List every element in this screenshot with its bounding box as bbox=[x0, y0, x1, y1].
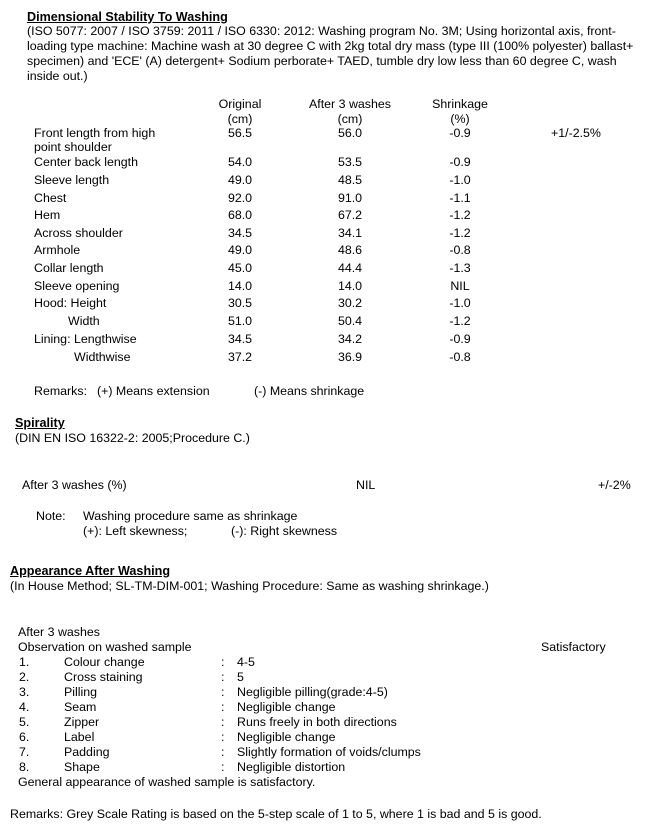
appearance-method: (In House Method; SL-TM-DIM-001; Washing Procedure: Same as washing shrinkage.) bbox=[10, 579, 489, 593]
item-name: Colour change bbox=[64, 655, 145, 669]
row-label: Width bbox=[68, 314, 100, 328]
item-name: Shape bbox=[64, 760, 100, 774]
overall-result: Satisfactory bbox=[541, 640, 606, 654]
item-value: 5 bbox=[237, 670, 244, 684]
item-separator: : bbox=[221, 670, 225, 684]
row-after: 67.2 bbox=[337, 208, 363, 222]
note-label: Note: bbox=[36, 509, 66, 523]
item-value: Negligible pilling(grade:4-5) bbox=[237, 685, 388, 699]
general-appearance: General appearance of washed sample is satisfactory. bbox=[18, 775, 316, 789]
row-original: 68.0 bbox=[227, 208, 253, 222]
row-label: Front length from high bbox=[34, 126, 156, 140]
row-label: Hem bbox=[34, 208, 61, 222]
item-number: 6. bbox=[19, 730, 30, 744]
header-after-washes: After 3 washes bbox=[309, 97, 391, 111]
header-after-unit: (cm) bbox=[337, 112, 363, 126]
item-separator: : bbox=[221, 760, 225, 774]
item-number: 7. bbox=[19, 745, 30, 759]
row-shrinkage: -0.9 bbox=[449, 332, 471, 346]
row-shrinkage: -0.8 bbox=[449, 243, 471, 257]
row-shrinkage: -1.2 bbox=[449, 314, 471, 328]
row-shrinkage: -1.2 bbox=[449, 208, 471, 222]
row-label: Collar length bbox=[34, 261, 104, 275]
row-after: 91.0 bbox=[337, 191, 363, 205]
row-label: Armhole bbox=[34, 243, 81, 257]
header-original: Original bbox=[218, 97, 262, 111]
item-number: 1. bbox=[19, 655, 30, 669]
row-label-continued: point shoulder bbox=[34, 140, 112, 154]
row-after: 30.2 bbox=[337, 296, 363, 310]
tolerance-value: +1/-2.5% bbox=[551, 126, 601, 140]
item-number: 2. bbox=[19, 670, 30, 684]
row-label: Across shoulder bbox=[34, 226, 123, 240]
row-label: Center back length bbox=[34, 155, 139, 169]
row-shrinkage: -0.9 bbox=[449, 155, 471, 169]
dimensional-stability-method: (ISO 5077: 2007 / ISO 3759: 2011 / ISO 6330: 2012: Washing program No. 3M; Using horizontal axis, front-loading type machine: Machine wash at 30 degree C with 2kg total dry mass (type III (100% polyester) ballast+ specimen) and 'ECE' (A) detergent+ Sodium perborate+ TAED, tumble dry low less than 60 degree C, wash inside out.) bbox=[27, 24, 634, 83]
item-number: 5. bbox=[19, 715, 30, 729]
row-after: 50.4 bbox=[337, 314, 363, 328]
row-after: 48.5 bbox=[337, 173, 363, 187]
item-name: Seam bbox=[64, 700, 97, 714]
row-label: Chest bbox=[34, 191, 67, 205]
note-line: Washing procedure same as shrinkage bbox=[83, 509, 298, 523]
note-left-skewness: (+): Left skewness; bbox=[83, 524, 188, 538]
header-shrinkage: Shrinkage bbox=[432, 97, 488, 111]
note-right-skewness: (-): Right skewness bbox=[231, 524, 338, 538]
row-original: 34.5 bbox=[227, 332, 253, 346]
item-separator: : bbox=[221, 715, 225, 729]
item-separator: : bbox=[221, 685, 225, 699]
row-label: Hood: Height bbox=[34, 296, 107, 310]
row-original: 49.0 bbox=[227, 243, 253, 257]
row-after: 36.9 bbox=[337, 350, 363, 364]
item-number: 4. bbox=[19, 700, 30, 714]
row-after: 53.5 bbox=[337, 155, 363, 169]
item-name: Cross staining bbox=[64, 670, 143, 684]
item-value: Runs freely in both directions bbox=[237, 715, 397, 729]
row-label: Sleeve length bbox=[34, 173, 110, 187]
after-washes-label: After 3 washes bbox=[18, 625, 100, 639]
remarks-label: Remarks: bbox=[34, 384, 88, 398]
spirality-method: (DIN EN ISO 16322-2: 2005;Procedure C.) bbox=[15, 431, 250, 445]
row-after: 44.4 bbox=[337, 261, 363, 275]
item-value: Negligible distortion bbox=[237, 760, 346, 774]
row-after: 14.0 bbox=[337, 279, 363, 293]
item-number: 8. bbox=[19, 760, 30, 774]
row-shrinkage: -1.0 bbox=[449, 173, 471, 187]
row-shrinkage: -1.3 bbox=[449, 261, 471, 275]
row-original: 45.0 bbox=[227, 261, 253, 275]
row-shrinkage: -1.2 bbox=[449, 226, 471, 240]
item-separator: : bbox=[221, 700, 225, 714]
row-original: 54.0 bbox=[227, 155, 253, 169]
remarks-shrinkage: (-) Means shrinkage bbox=[254, 384, 365, 398]
item-value: Negligible change bbox=[237, 730, 336, 744]
item-separator: : bbox=[221, 730, 225, 744]
remarks-extension: (+) Means extension bbox=[97, 384, 210, 398]
row-shrinkage: -0.8 bbox=[449, 350, 471, 364]
row-shrinkage: -0.9 bbox=[449, 126, 471, 140]
row-shrinkage: -1.1 bbox=[449, 191, 471, 205]
item-value: Negligible change bbox=[237, 700, 336, 714]
spirality-title: Spirality bbox=[15, 416, 65, 430]
dimensional-stability-title: Dimensional Stability To Washing bbox=[27, 10, 228, 24]
row-original: 49.0 bbox=[227, 173, 253, 187]
row-after: 48.6 bbox=[337, 243, 363, 257]
row-after: 34.2 bbox=[337, 332, 363, 346]
row-original: 92.0 bbox=[227, 191, 253, 205]
item-value: 4-5 bbox=[237, 655, 255, 669]
spirality-tolerance: +/-2% bbox=[598, 478, 631, 492]
row-after: 56.0 bbox=[337, 126, 363, 140]
item-value: Slightly formation of voids/clumps bbox=[237, 745, 421, 759]
row-shrinkage: NIL bbox=[450, 279, 470, 293]
item-name: Pilling bbox=[64, 685, 98, 699]
row-original: 56.5 bbox=[227, 126, 253, 140]
row-label: Lining: Lengthwise bbox=[34, 332, 137, 346]
item-name: Label bbox=[64, 730, 95, 744]
observation-label: Observation on washed sample bbox=[18, 640, 192, 654]
row-after: 34.1 bbox=[337, 226, 363, 240]
row-label: Widthwise bbox=[74, 350, 131, 364]
item-separator: : bbox=[221, 655, 225, 669]
spirality-row-value: NIL bbox=[356, 478, 376, 492]
header-original-unit: (cm) bbox=[227, 112, 253, 126]
item-name: Zipper bbox=[64, 715, 100, 729]
spirality-row-label: After 3 washes (%) bbox=[22, 478, 127, 492]
item-number: 3. bbox=[19, 685, 30, 699]
item-name: Padding bbox=[64, 745, 110, 759]
row-original: 37.2 bbox=[227, 350, 253, 364]
row-original: 51.0 bbox=[227, 314, 253, 328]
appearance-title: Appearance After Washing bbox=[10, 564, 171, 578]
row-label: Sleeve opening bbox=[34, 279, 120, 293]
row-original: 30.5 bbox=[227, 296, 253, 310]
grey-scale-remarks: Remarks: Grey Scale Rating is based on the 5-step scale of 1 to 5, where 1 is bad and 5 is good. bbox=[10, 807, 542, 821]
row-original: 14.0 bbox=[227, 279, 253, 293]
row-shrinkage: -1.0 bbox=[449, 296, 471, 310]
item-separator: : bbox=[221, 745, 225, 759]
row-original: 34.5 bbox=[227, 226, 253, 240]
header-shrinkage-unit: (%) bbox=[450, 112, 470, 126]
